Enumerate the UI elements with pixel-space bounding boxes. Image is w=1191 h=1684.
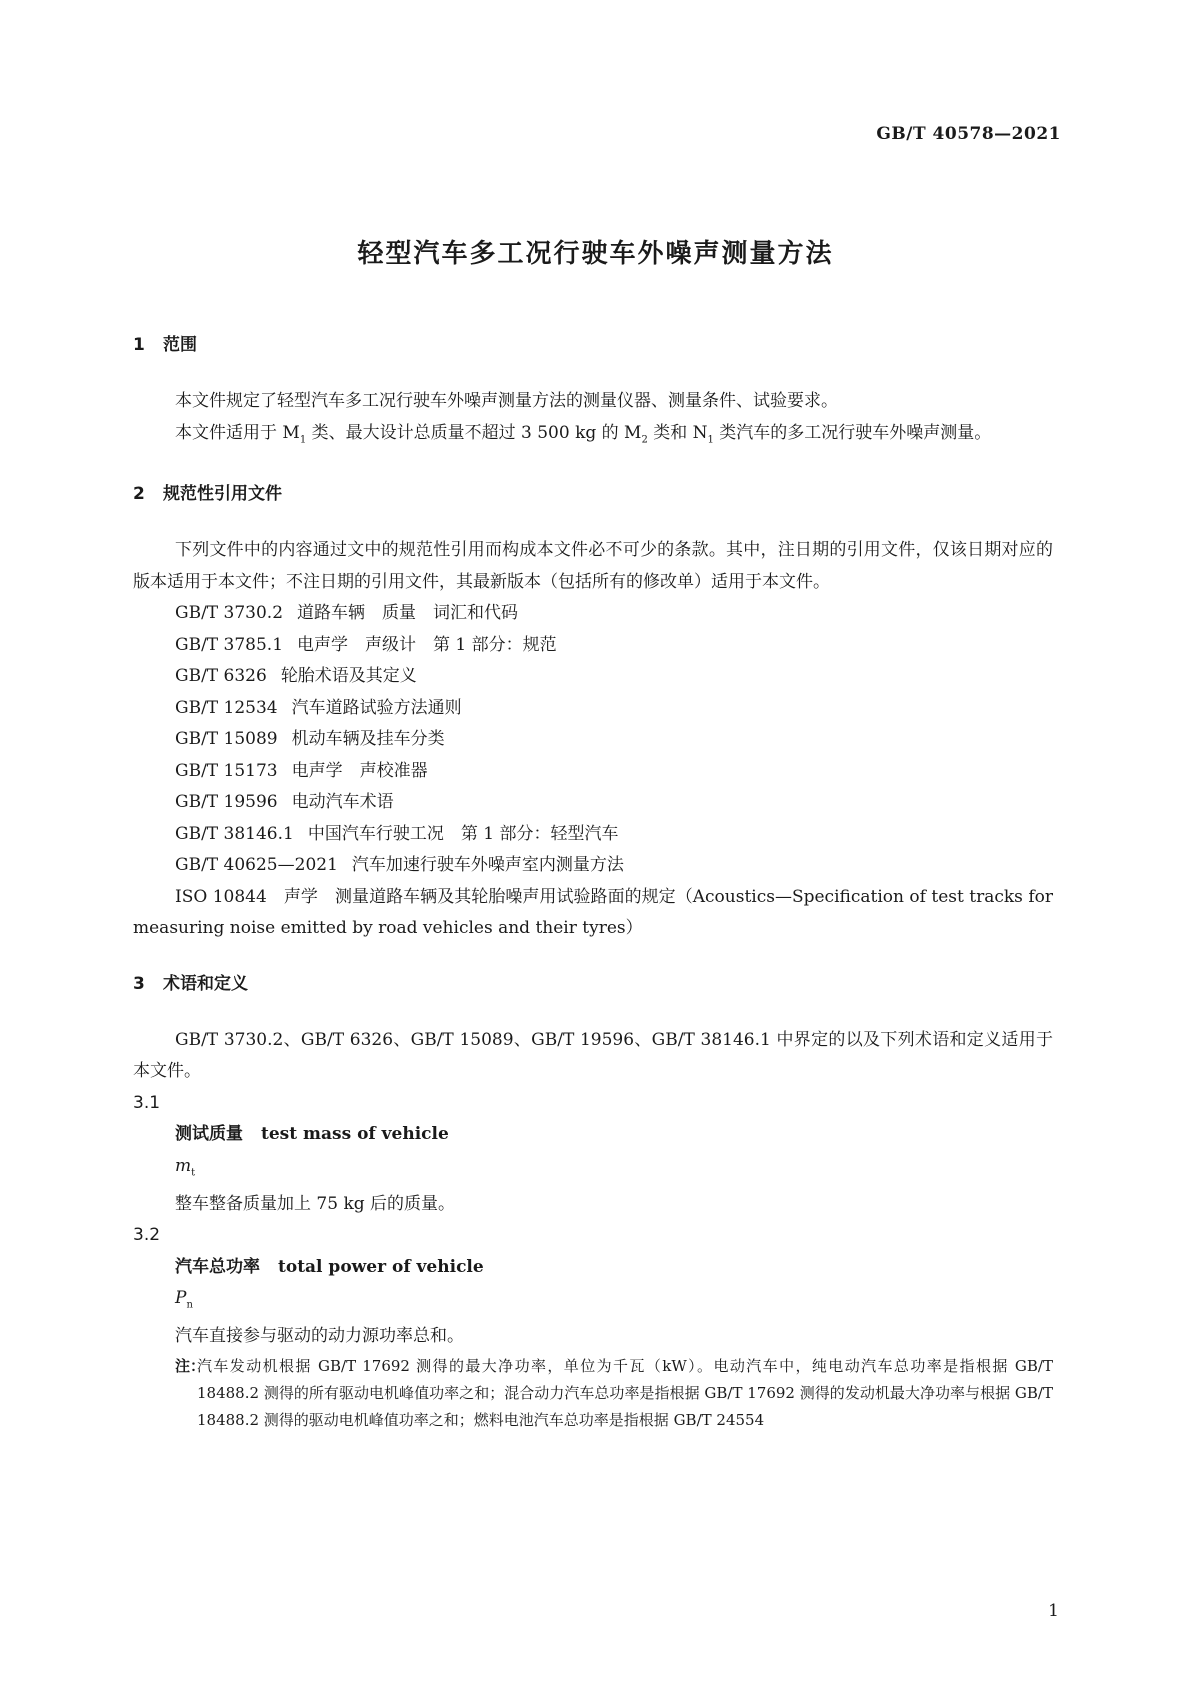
reference-item: GB/T 3730.2 道路车辆 质量 词汇和代码 <box>175 603 519 624</box>
term-number: 3.1 <box>133 1092 161 1113</box>
section-heading-scope <box>133 332 1053 358</box>
references-intro: 下列文件中的内容通过文中的规范性引用而构成本文件必不可少的条款。其中，注日期的引用文件，仅该日期对应的版本适用于本文件；不注日期的引用文件，其最新版本（包括所有的修改单）适用于本文件。 <box>133 540 1053 592</box>
section-heading-terms <box>133 971 1053 997</box>
standard-number: GB/T 40578—2021 <box>876 124 1061 144</box>
term-number: 3.2 <box>133 1225 161 1246</box>
note-label: 注： <box>175 1356 206 1375</box>
reference-item: GB/T 19596 电动汽车术语 <box>175 792 394 813</box>
reference-item: GB/T 12534 汽车道路试验方法通则 <box>175 697 462 718</box>
page-number: 1 <box>1048 1601 1059 1621</box>
section-number: 1 <box>133 335 145 355</box>
document-title: 轻型汽车多工况行驶车外噪声测量方法 <box>357 239 834 269</box>
term-name: 汽车总功率 total power of vehicle <box>175 1256 484 1277</box>
reference-item: GB/T 40625—2021 汽车加速行驶车外噪声室内测量方法 <box>175 855 624 876</box>
document-body <box>133 332 1053 1434</box>
term-symbol: $m_t$ <box>175 1155 196 1179</box>
reference-list <box>133 598 1053 945</box>
reference-item: GB/T 3785.1 电声学 声级计 第 1 部分：规范 <box>175 634 557 655</box>
term-definition: 整车整备质量加上 75 kg 后的质量。 <box>175 1193 456 1214</box>
reference-item: GB/T 6326 轮胎术语及其定义 <box>175 666 417 687</box>
term-definition: 汽车直接参与驱动的动力源功率总和。 <box>175 1326 464 1347</box>
section-title: 术语和定义 <box>163 973 248 994</box>
terms-intro: GB/T 3730.2、GB/T 6326、GB/T 15089、GB/T 19596、GB/T 38146.1 中界定的以及下列术语和定义适用于本文件。 <box>133 1029 1053 1082</box>
section-title: 范围 <box>163 335 197 355</box>
reference-item: GB/T 15173 电声学 声校准器 <box>175 760 428 781</box>
term-note <box>133 1353 1053 1434</box>
section-heading-normative-references <box>133 481 1053 507</box>
scope-paragraph-1: 本文件规定了轻型汽车多工况行驶车外噪声测量方法的测量仪器、测量条件、试验要求。 <box>175 391 838 411</box>
section-title: 规范性引用文件 <box>163 484 282 505</box>
reference-item: GB/T 15089 机动车辆及挂车分类 <box>175 729 445 750</box>
term-name: 测试质量 test mass of vehicle <box>175 1124 449 1145</box>
term-symbol: $P_n$ <box>175 1288 193 1311</box>
section-number: 2 <box>133 484 145 505</box>
note-text: 汽车发动机根据 GB/T 17692 测得的最大净功率，单位为千瓦（kW）。电动汽车中，纯电动汽车总功率是指根据 GB/T 18488.2 测得的所有驱动电机峰值功率之和；混合动力汽车总功率是指根据 GB/T 17692 测得的发动机最大净功率与根据 GB/T 18488.2 测得的驱动电机峰值功率之和；燃料电池汽车总功率是指根据 GB/T 24554 <box>197 1356 1053 1429</box>
reference-item-iso: ISO 10844 声学 测量道路车辆及其轮胎噪声用试验路面的规定（Acoustics—Specification of test tracks for measuring noise emitted by road vehicles and their tyres） <box>133 886 1053 939</box>
reference-item: GB/T 38146.1 中国汽车行驶工况 第 1 部分：轻型汽车 <box>175 823 619 844</box>
scope-paragraph-2: 本文件适用于 $M_1$ 类、最大设计总质量不超过 3 500 kg 的 $M_2$ 类和 $N_1$ 类汽车的多工况行驶车外噪声测量。 <box>175 422 992 445</box>
section-number: 3 <box>133 973 145 994</box>
